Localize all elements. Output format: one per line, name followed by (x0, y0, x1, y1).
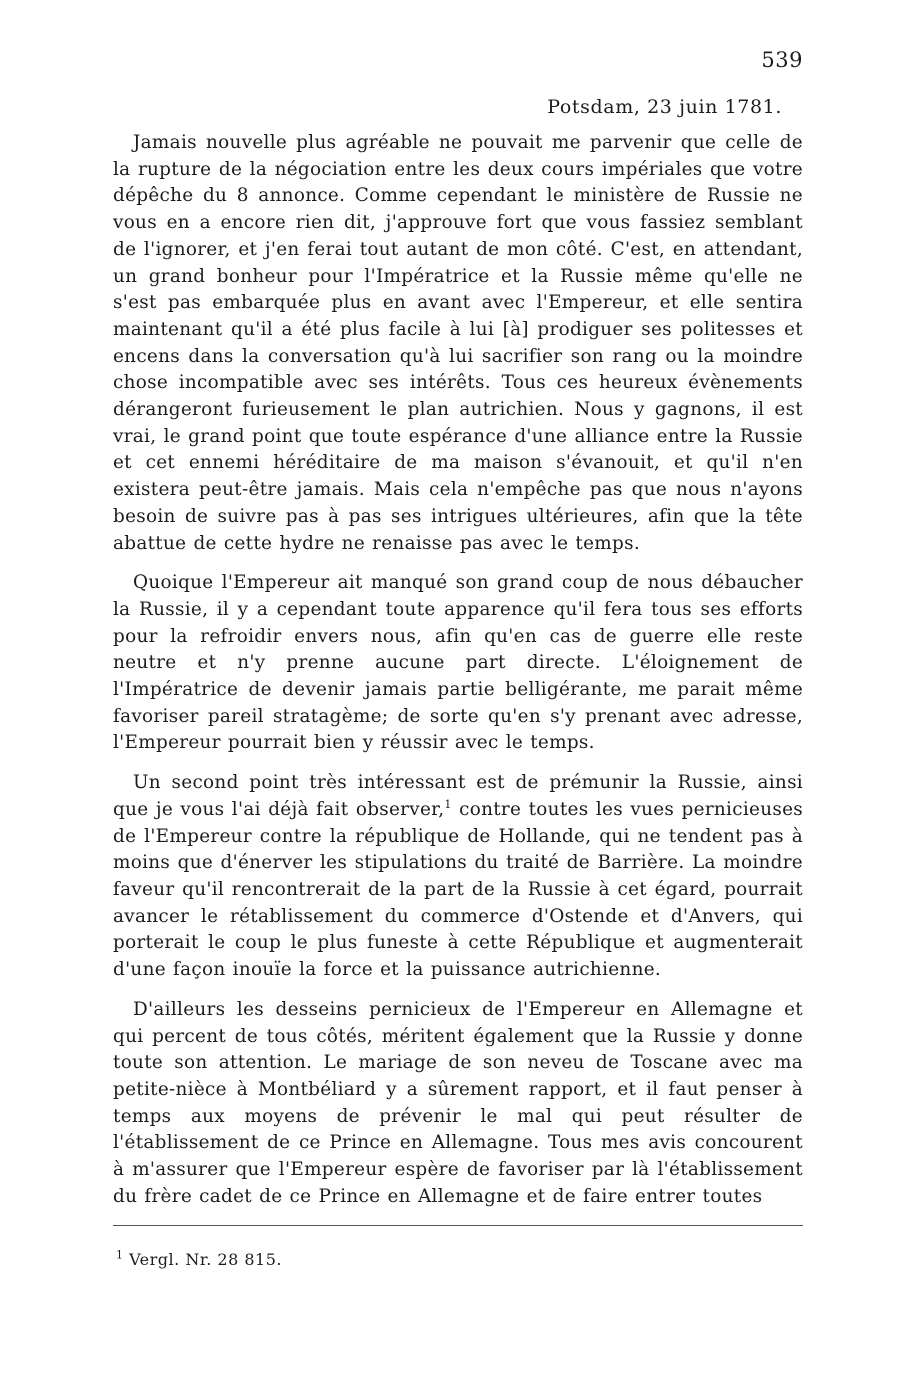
dateline: Potsdam, 23 juin 1781. (547, 96, 782, 118)
page-number: 539 (761, 48, 803, 72)
paragraph-3-text-after: contre toutes les vues pernicieuses de l'Empereur contre la république de Hollande, qui ne tendent pas à moins que d'énerver les stipulations du traité de Barrière. La moindre faveur qu'il rencontrerait de la part de la Russie à cet égard, pourrait avancer le rétablissement du commerce d'Ostende et d'Anvers, qui porterait le coup le plus funeste à cette République et augmenterait d'une façon inouïe la force et la puissance autrichienne. (113, 798, 804, 981)
paragraph-3-text-before: Un second point très intéressant est de prémunir la Russie, ainsi que je vous l'ai déjà fait observer, (113, 772, 803, 820)
footnote-text: Vergl. Nr. 28 815. (129, 1250, 282, 1269)
body-text (113, 130, 803, 1223)
paragraph-4: D'ailleurs les desseins pernicieux de l'Empereur en Allemagne et qui percent de tous côtés, méritent également que la Russie y donne toute son attention. Le mariage de son neveu de Toscane avec ma petite-nièce à Montbéliard y a sûrement rapport, et il faut penser à temps aux moyens de prévenir le mal qui peut résulter de l'établissement de ce Prince en Allemagne. Tous mes avis concourent à m'assurer que l'Empereur espère de favoriser par là l'établissement du frère cadet de ce Prince en Allemagne et de faire entrer toutes (113, 998, 803, 1207)
footnote-marker: 1 (116, 1248, 124, 1262)
footnote-reference: 1 (444, 797, 452, 811)
footnote (116, 1250, 282, 1269)
paragraph-1: Jamais nouvelle plus agréable ne pouvait me parvenir que celle de la rupture de la négociation entre les deux cours impériales que votre dépêche du 8 annonce. Comme cependant le ministère de Russie ne vous en a encore rien dit, j'approuve fort que vous fassiez semblant de l'ignorer, et j'en ferai tout autant de mon côté. C'est, en attendant, un grand bonheur pour l'Impératrice et la Russie même qu'elle ne s'est pas embarquée plus en avant avec l'Empereur, et elle sentira maintenant qu'il a été plus facile à lui [à] prodiguer ses politesses et encens dans la conversation qu'à lui sacrifier son rang ou la moindre chose incompatible avec ses intérêts. Tous ces heureux évènements dérangeront furieusement le plan autrichien. Nous y gagnons, il est vrai, le grand point que toute espérance d'une alliance entre la Russie et cet ennemi héréditaire de ma maison s'évanouit, et qu'il n'en existera peut-être jamais. Mais cela n'empêche pas que nous n'ayons besoin de suivre pas à pas ses intrigues ultérieures, afin que la tête abattue de cette hydre ne renaisse pas avec le temps. (113, 132, 803, 554)
paragraph-3 (113, 770, 803, 984)
footnote-rule (113, 1225, 803, 1226)
paragraph-2: Quoique l'Empereur ait manqué son grand coup de nous débaucher la Russie, il y a cependant toute apparence qu'il fera tous ses efforts pour la refroidir envers nous, afin qu'en cas de guerre elle reste neutre et n'y prenne aucune part directe. L'éloignement de l'Impératrice de devenir jamais partie belligérante, me parait même favoriser pareil stratagème; de sorte qu'en s'y prenant avec adresse, l'Empereur pourrait bien y réussir avec le temps. (113, 572, 803, 754)
